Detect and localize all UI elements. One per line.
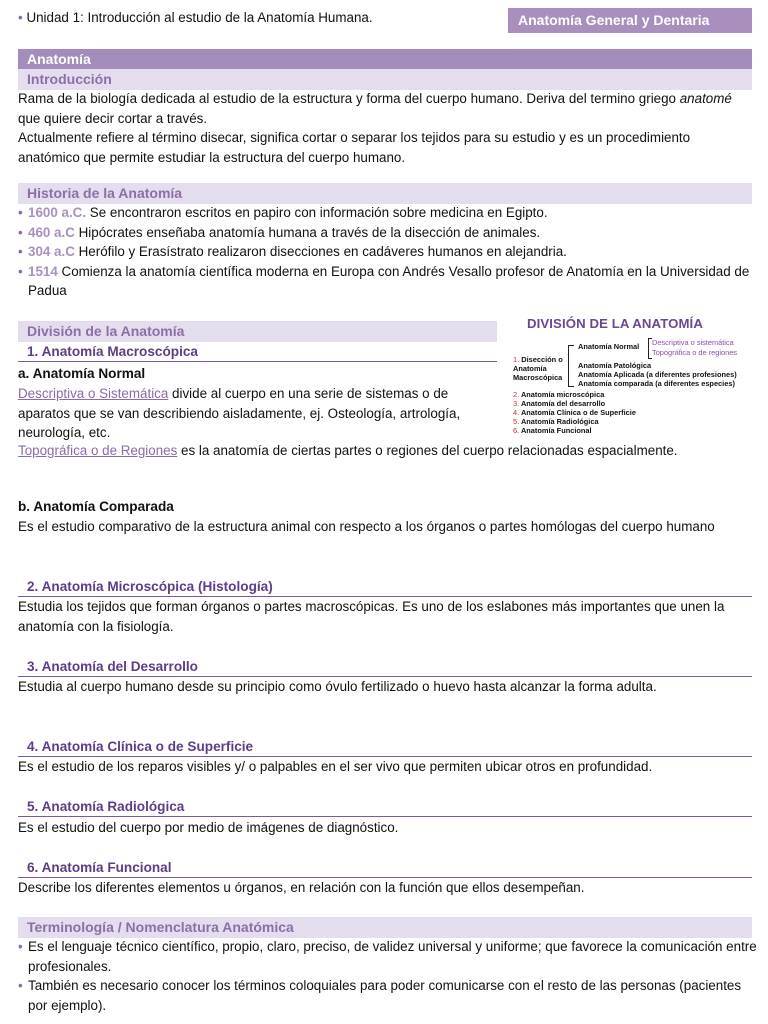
funcional-text: Describe los diferentes elementos u órganos, en relación con la función que ellos desempeñan. [18, 880, 585, 895]
heading-historia: Historia de la Anatomía [18, 183, 752, 204]
heading-division: División de la Anatomía [18, 321, 497, 342]
heading-clinica: 4. Anatomía Clínica o de Superficie [18, 737, 752, 757]
intro-paragraph-1: Rama de la biología dedicada al estudio de la estructura y forma del cuerpo humano. Deriva del termino griego anatomé que quiere decir cortar a través. [18, 91, 732, 126]
heading-terminologia: Terminología / Nomenclatura Anatómica [18, 917, 752, 938]
diagram-item: 4. Anatomía Clínica o de Superficie [513, 408, 636, 417]
diagram-anatomia-normal: Anatomía Normal [578, 342, 640, 351]
intro-text [18, 89, 754, 167]
topografica-text [18, 441, 758, 461]
clinica-text: Es el estudio de los reparos visibles y/ o palpables en el ser vivo que permiten ubicar otros en profundidad. [18, 759, 653, 774]
diagram-topografica: Topográfica o de regiones [652, 348, 738, 357]
list-item: • Es el lenguaje técnico científico, propio, claro, preciso, de validez universal y uniforme; que favorece la comunicación entre profesionales. [18, 939, 757, 974]
heading-anatomia-normal: a. Anatomía Normal [18, 366, 146, 381]
diagram-item-macroscopica: 1. Disección o Anatomía Macroscópica [513, 355, 563, 382]
microscopica-text: Estudia los tejidos que forman órganos o partes macroscópicas. Es uno de los eslabones más importantes que unen la anatomía con la fisiología. [18, 599, 725, 634]
diagram-item: 5. Anatomía Radiológica [513, 417, 599, 426]
heading-introduccion: Introducción [18, 69, 752, 90]
list-item: • También es necesario conocer los términos coloquiales para poder comunicarse con el resto de las personas (pacientes por ejemplo). [18, 978, 742, 1013]
list-item: • 304 a.C Herófilo y Erasístrato realizaron disecciones en cadáveres humanos en alejandria. [18, 244, 567, 259]
desarrollo-text: Estudia al cuerpo humano desde su principio como óvulo fertilizado o huevo hasta alcanzar la forma adulta. [18, 679, 657, 694]
bullet-icon: • [18, 10, 23, 25]
diagram-item: 6. Anatomía Funcional [513, 426, 592, 435]
comparada-paragraph: Es el estudio comparativo de la estructura animal con respecto a los órganos o partes homólogas del cuerpo humano [18, 519, 715, 534]
diagram-item: 2. Anatomía microscópica [513, 390, 605, 399]
diagram-aplicada: Anatomía Aplicada (a diferentes profesiones) [578, 370, 737, 379]
terminologia-list [18, 937, 758, 1015]
list-item: • 460 a.C Hipócrates enseñaba anatomía humana a través de la disección de animales. [18, 224, 541, 240]
comparada-text [18, 517, 754, 537]
diagram-title: DIVISIÓN DE LA ANATOMÍA [527, 316, 703, 331]
topografica-paragraph: Topográfica o de Regiones es la anatomía de ciertas partes o regiones del cuerpo relacionadas espacialmente. [18, 443, 678, 458]
heading-desarrollo: 3. Anatomía del Desarrollo [18, 657, 752, 677]
list-item: • 1600 a.C. Se encontraron escritos en papiro con información sobre medicina en Egipto. [18, 205, 548, 220]
division-diagram [510, 316, 760, 440]
heading-anatomia-comparada: b. Anatomía Comparada [18, 499, 174, 514]
diagram-item: 3. Anatomía del desarrollo [513, 399, 606, 408]
descriptiva-link[interactable]: Descriptiva o Sistemática [18, 386, 169, 401]
normal-text [18, 384, 498, 443]
subject-banner: Anatomía General y Dentaria [508, 8, 752, 33]
section-bar-anatomia: Anatomía [18, 49, 752, 69]
diagram-descriptiva: Descriptiva o sistemática [652, 338, 734, 347]
topografica-link[interactable]: Topográfica o de Regiones [18, 443, 178, 458]
diagram-comparada: Anatomía comparada (a diferentes especies) [578, 379, 735, 388]
descriptiva-paragraph: Descriptiva o Sistemática divide al cuerpo en una serie de sistemas o de aparatos que se van describiendo aisladamente, ej. Osteología, artrología, neurología, etc. [18, 386, 461, 440]
diagram-patologica: Anatomía Patológica [578, 361, 652, 370]
heading-radiologica: 5. Anatomía Radiológica [18, 797, 752, 817]
intro-paragraph-2: Actualmente refiere al término disecar, significa cortar o separar los tejidos para su estudio y es un procedimiento anatómico que permite estudiar la estructura del cuerpo humano. [18, 130, 691, 165]
radiologica-text: Es el estudio del cuerpo por medio de imágenes de diagnóstico. [18, 820, 399, 835]
heading-microscopica: 2. Anatomía Microscópica (Histología) [18, 577, 752, 597]
diagram-brace [568, 345, 574, 387]
unit-line [18, 10, 373, 25]
heading-macroscopica: 1. Anatomía Macroscópica [18, 342, 497, 362]
historia-list [18, 203, 758, 301]
unit-title: Unidad 1: Introducción al estudio de la Anatomía Humana. [26, 10, 373, 25]
list-item: • 1514 Comienza la anatomía científica moderna en Europa con Andrés Vesallo profesor de Anatomía en la Universidad de Padua [18, 263, 750, 298]
heading-funcional: 6. Anatomía Funcional [18, 858, 752, 878]
